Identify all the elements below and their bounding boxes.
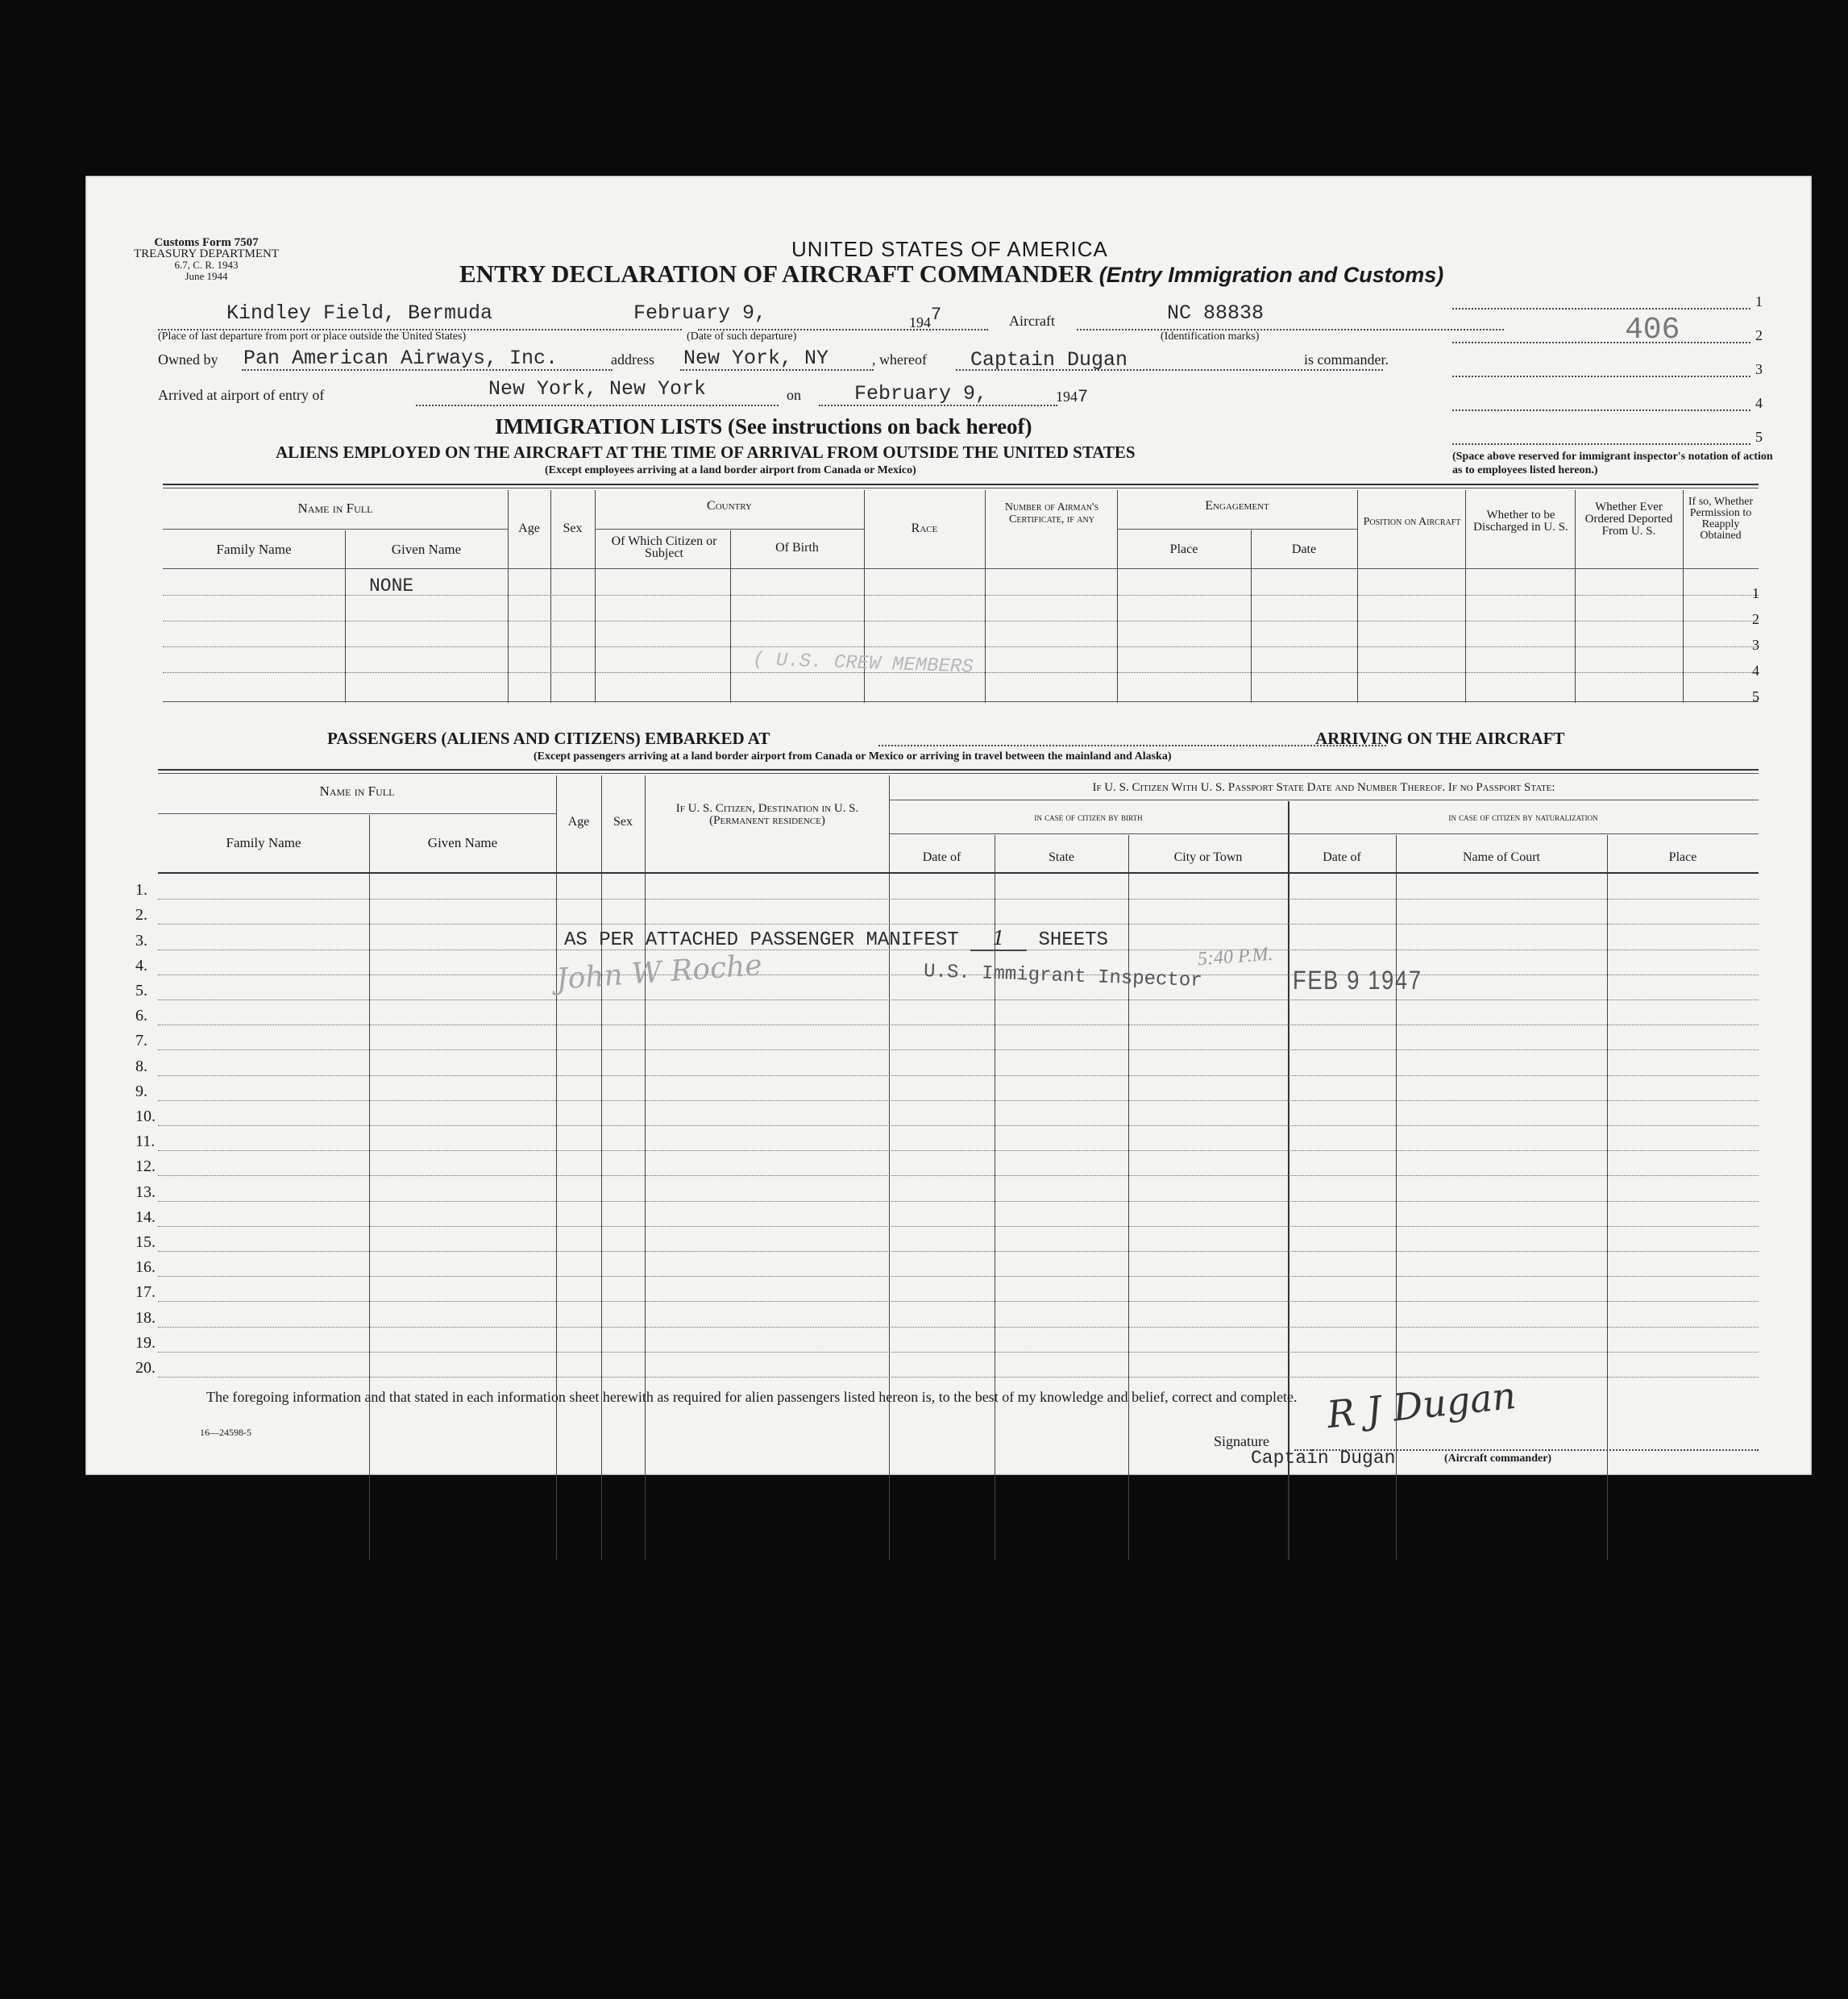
passenger-row-line (158, 1049, 1759, 1050)
manifest-count: 1 (970, 927, 1027, 951)
passenger-row-line (158, 1327, 1759, 1328)
crew-header-citizen-of: Of Which Citizen or Subject (611, 534, 717, 560)
aircraft-id-value: NC 88838 (1167, 301, 1265, 325)
pax-header-by-naturalization: in case of citizen by naturalization (1448, 811, 1598, 823)
inspector-space-caption: (Space above reserved for immigrant inspector's notation of action as to employees listed hereon.) (1452, 451, 1773, 476)
departure-date-value: February 9, (633, 301, 767, 325)
arrival-year-prefix: 194 (1056, 389, 1078, 405)
departure-place-caption: (Place of last departure from port or place outside the United States) (158, 330, 467, 343)
form-title-sub: (Entry Immigration and Customs) (1098, 263, 1444, 287)
crew-header-place: Place (1169, 542, 1198, 556)
passenger-row-number: 5. (135, 982, 147, 1000)
pax-header-age: Age (567, 815, 590, 829)
signer-caption: (Aircraft commander) (1444, 1452, 1552, 1465)
passenger-row-number: 12. (135, 1157, 156, 1176)
passenger-row-line (158, 1201, 1759, 1202)
signer-name: Captain Dugan (1251, 1448, 1396, 1469)
crew-header-sex: Sex (563, 522, 583, 535)
passenger-row-number: 20. (135, 1359, 156, 1377)
inspector-line-number: 3 (1755, 361, 1763, 377)
crew-header-family: Family Name (216, 542, 292, 557)
owned-by-label: Owned by (158, 351, 218, 368)
passenger-row-number: 9. (135, 1082, 147, 1100)
passenger-row-line (158, 1352, 1759, 1353)
crew-header-country: Country (707, 499, 752, 513)
passenger-row-line (158, 1377, 1759, 1378)
passenger-row-number: 6. (135, 1007, 147, 1025)
immigration-subtitle: ALIENS EMPLOYED ON THE AIRCRAFT AT THE TIME OF ARRIVAL FROM OUTSIDE THE UNITED STATES (276, 443, 1136, 462)
passenger-row-number: 8. (135, 1057, 147, 1075)
crew-entry-none: NONE (369, 576, 414, 596)
stamped-number: 406 (1625, 313, 1680, 347)
crew-header-position: Position on Aircraft (1363, 516, 1461, 528)
crew-header-age: Age (518, 522, 540, 535)
inspector-signature: John W Roche (554, 949, 763, 996)
departure-year-prefix: 194 (909, 314, 931, 330)
passenger-row-line (158, 1175, 1759, 1176)
form-edition-date: June 1944 (185, 270, 228, 282)
passenger-row-number: 18. (135, 1308, 156, 1327)
pax-header-family: Family Name (226, 835, 301, 850)
crew-row-number: 5 (1752, 688, 1759, 704)
passenger-row-line (158, 1125, 1759, 1126)
inspector-line-number: 1 (1755, 293, 1763, 310)
passenger-row-number: 2. (135, 906, 147, 925)
pax-header-city: City or Town (1173, 850, 1243, 864)
crew-header-deported: Whether Ever Ordered Deported From U. S. (1584, 501, 1673, 538)
pax-header-given: Given Name (427, 835, 498, 850)
passenger-row-number: 11. (135, 1132, 156, 1151)
passenger-row-number: 19. (135, 1333, 156, 1352)
crew-row-number: 3 (1752, 637, 1759, 653)
crew-header-discharged: Whether to be Discharged in U. S. (1473, 509, 1568, 534)
address-value: New York, NY (683, 347, 829, 370)
inspector-line-number: 5 (1755, 429, 1763, 445)
passenger-row-number: 4. (135, 956, 147, 975)
arrived-label: Arrived at airport of entry of (158, 387, 325, 403)
departure-year (909, 305, 942, 333)
pax-header-place: Place (1668, 850, 1697, 864)
passenger-row-line (158, 1301, 1759, 1302)
aircraft-label: Aircraft (1009, 313, 1055, 329)
form-sheet (85, 176, 1812, 1475)
passenger-row-number: 16. (135, 1258, 156, 1277)
crew-header-race: Race (911, 522, 938, 535)
manifest-prefix: AS PER ATTACHED PASSENGER MANIFEST (564, 929, 959, 951)
on-label: on (787, 387, 801, 403)
passenger-row-line (158, 1150, 1759, 1151)
stamp-time: 5:40 P.M. (1197, 943, 1274, 970)
departure-place-value: Kindley Field, Bermuda (226, 301, 493, 325)
passenger-row-number: 1. (135, 881, 147, 900)
passenger-row-number: 15. (135, 1233, 156, 1251)
inspector-title: U.S. Immigrant Inspector (923, 960, 1203, 993)
passenger-row-line (158, 924, 1759, 925)
passenger-row-number: 13. (135, 1182, 156, 1201)
form-department: TREASURY DEPARTMENT (133, 247, 280, 260)
passenger-row-number: 14. (135, 1207, 156, 1226)
crew-header-of-birth: Of Birth (775, 541, 819, 555)
pax-header-court: Name of Court (1463, 850, 1540, 864)
inspector-line-number: 2 (1755, 327, 1763, 343)
crew-row-number: 4 (1752, 663, 1759, 679)
arrival-date-value: February 9, (854, 382, 988, 405)
passengers-title-right: ARRIVING ON THE AIRCRAFT (1315, 729, 1565, 748)
crew-header-date: Date (1291, 542, 1317, 556)
crew-header-airman-cert: Number of Airman's Certificate, if any (1004, 501, 1099, 526)
crew-row-number: 2 (1752, 611, 1759, 627)
inspector-line-number: 4 (1755, 395, 1763, 411)
commander-value: Captain Dugan (970, 348, 1128, 372)
passenger-row-number: 7. (135, 1032, 147, 1050)
crew-header-given: Given Name (391, 542, 462, 557)
passengers-note: (Except passengers arriving at a land border airport from Canada or Mexico or arriving in travel between the mainland and Alaska) (534, 750, 1172, 763)
crew-header-name: Name in Full (297, 501, 373, 516)
arrival-place-value: New York, New York (488, 377, 707, 401)
passenger-row-line (158, 1100, 1759, 1101)
crew-row-number: 1 (1752, 585, 1759, 601)
arrival-year (1056, 387, 1088, 407)
manifest-suffix: SHEETS (1038, 929, 1108, 951)
passenger-row-line (158, 1024, 1759, 1025)
form-print-code: 16—24598-5 (200, 1427, 251, 1438)
pax-header-date-of-nat: Date of (1323, 850, 1361, 864)
form-number: Customs Form 7507 (154, 236, 259, 249)
pax-header-state: State (1049, 850, 1074, 864)
immigration-title: IMMIGRATION LISTS (See instructions on back hereof) (495, 414, 1032, 438)
form-title (459, 260, 1443, 289)
pax-header-name: Name in Full (319, 783, 395, 799)
form-title-main: ENTRY DECLARATION OF AIRCRAFT COMMANDER (459, 260, 1093, 288)
pax-header-date-of: Date of (922, 850, 961, 864)
owner-value: Pan American Airways, Inc. (243, 347, 559, 370)
arrival-year-digit: 7 (1078, 387, 1089, 407)
declaration-text: The foregoing information and that stated in each information sheet herewith as required for alien passengers listed hereon is, to the best of my knowledge and belief, correct and complete. (206, 1389, 1298, 1405)
form-regulation: 6.7, C. R. 1943 (174, 259, 239, 271)
address-label: address (611, 351, 654, 368)
crew-header-engagement: Engagement (1205, 499, 1269, 513)
passengers-title-left: PASSENGERS (ALIENS AND CITIZENS) EMBARKED AT (327, 729, 770, 748)
passenger-row-number: 3. (135, 931, 147, 950)
form-id-block (126, 237, 287, 282)
is-commander-label: is commander. (1304, 351, 1389, 368)
pax-header-passport: If U. S. Citizen With U. S. Passport State Date and Number Thereof. If no Passport State: (1092, 781, 1555, 794)
passenger-row-line (158, 1226, 1759, 1227)
departure-year-digit: 7 (931, 305, 942, 325)
signature-label: Signature (1214, 1433, 1269, 1449)
crew-faint-note: ( U.S. CREW MEMBERS (752, 649, 974, 679)
crew-header-reapply: If so, Whether Permission to Reapply Obtained (1688, 496, 1754, 542)
aircraft-id-caption: (Identification marks) (1161, 330, 1260, 343)
pax-header-by-birth: in case of citizen by birth (1034, 811, 1143, 823)
passenger-row-number: 10. (135, 1108, 156, 1125)
passenger-row-number: 17. (135, 1283, 156, 1302)
form-country: UNITED STATES OF AMERICA (791, 237, 1108, 261)
passenger-row-line (158, 1276, 1759, 1277)
pax-header-destination: If U. S. Citizen, Destination in U. S. (Permanent residence) (675, 802, 859, 827)
commander-signature: R J Dugan (1324, 1373, 1518, 1437)
stamp-date: FEB 9 1947 (1293, 966, 1422, 995)
departure-date-caption: (Date of such departure) (687, 330, 797, 343)
passenger-row-line (158, 1251, 1759, 1252)
whereof-label: , whereof (872, 351, 927, 368)
passenger-row-line (158, 1075, 1759, 1076)
immigration-note: (Except employees arriving at a land border airport from Canada or Mexico) (545, 464, 916, 476)
pax-header-sex: Sex (613, 815, 633, 829)
manifest-note (564, 927, 1108, 951)
passenger-row-line (158, 899, 1759, 900)
